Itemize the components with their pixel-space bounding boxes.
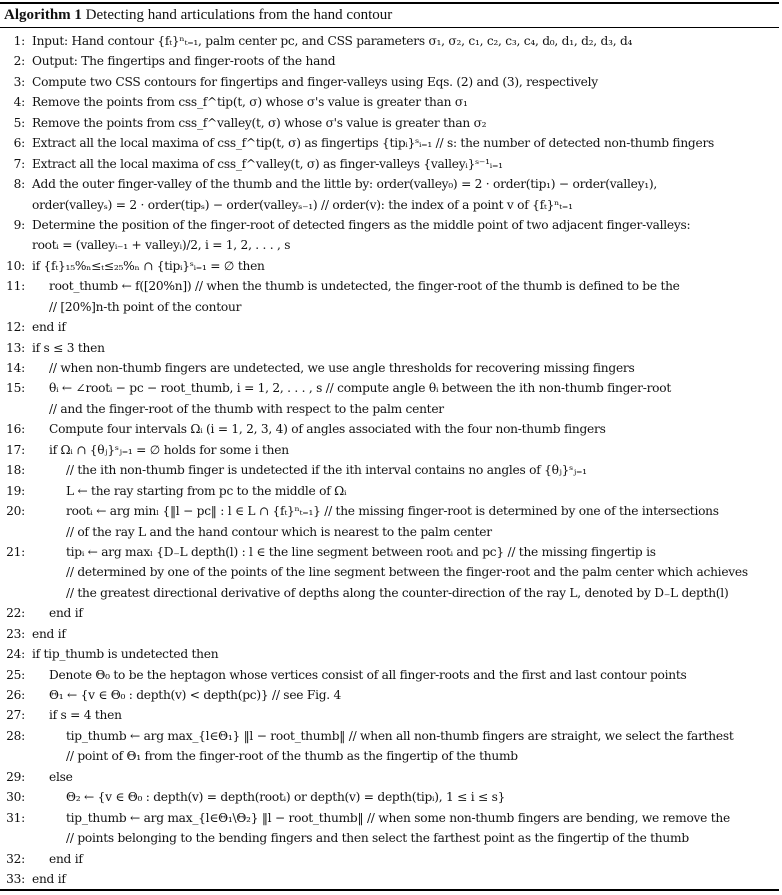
algorithm-line xyxy=(0,708,779,723)
line-number: 14: xyxy=(6,361,25,375)
line-text: // and the finger-root of the thumb with respect to the palm center xyxy=(49,402,444,416)
line-number: 15: xyxy=(6,381,25,395)
line-number: 32: xyxy=(6,852,25,866)
line-text: // determined by one of the points of the line segment between the finger-root and the palm center which achieves xyxy=(66,565,748,579)
algorithm-line xyxy=(0,116,779,131)
algorithm-line xyxy=(0,341,779,356)
line-text: end if xyxy=(49,852,83,866)
line-number: 19: xyxy=(6,484,25,498)
algorithm-title xyxy=(4,7,392,24)
algorithm-line xyxy=(0,177,779,192)
algorithm-line xyxy=(0,279,779,294)
line-number: 25: xyxy=(6,668,25,682)
line-text: // the ith non-thumb finger is undetected if the ith interval contains no angles of {θⱼ}ˢⱼ₌₁ xyxy=(66,463,587,477)
line-text: Compute two CSS contours for fingertips and finger-valleys using Eqs. (2) and (3), respectively xyxy=(32,75,598,89)
algorithm-line xyxy=(0,586,779,601)
algorithm-line xyxy=(0,157,779,172)
algorithm-line xyxy=(0,627,779,642)
algorithm-line xyxy=(0,484,779,499)
line-text: end if xyxy=(32,320,66,334)
algorithm-line xyxy=(0,749,779,764)
algorithm-line xyxy=(0,668,779,683)
algorithm-line xyxy=(0,75,779,90)
line-text: // the greatest directional derivative of depths along the counter-direction of the ray L, denoted by D₋L depth(l) xyxy=(66,586,729,600)
algorithm-line xyxy=(0,54,779,69)
line-text: L ← the ray starting from pc to the middle of Ωᵢ xyxy=(66,484,347,498)
line-number: 9: xyxy=(13,218,25,232)
line-number: 8: xyxy=(13,177,25,191)
line-number: 5: xyxy=(13,116,25,130)
line-number: 30: xyxy=(6,790,25,804)
algorithm-line xyxy=(0,831,779,846)
line-number: 18: xyxy=(6,463,25,477)
algorithm-line xyxy=(0,463,779,478)
line-number: 27: xyxy=(6,708,25,722)
line-text: Extract all the local maxima of css_f^valley(t, σ) as finger-valleys {valleyᵢ}ˢ⁻¹ᵢ₌₁ xyxy=(32,157,503,171)
bottom-rule xyxy=(0,889,779,891)
algorithm-line xyxy=(0,198,779,213)
line-text: root_thumb ← f([20%n]) // when the thumb is undetected, the finger-root of the thumb is defined to be the xyxy=(49,279,680,293)
line-number: 3: xyxy=(13,75,25,89)
algorithm-line xyxy=(0,259,779,274)
line-number: 29: xyxy=(6,770,25,784)
line-text: if {fₜ}₁₅%ₙ≤ₜ≤₂₅%ₙ ∩ {tipᵢ}ˢᵢ₌₁ = ∅ then xyxy=(32,259,265,273)
line-text: order(valleyₛ) = 2 · order(tipₛ) − order(valleyₛ₋₁) // order(v): the index of a point v of {fₜ}ⁿₜ₌₁ xyxy=(32,198,573,212)
algorithm-line xyxy=(0,136,779,151)
line-number: 12: xyxy=(6,320,25,334)
algorithm-line xyxy=(0,320,779,335)
algorithm-line xyxy=(0,811,779,826)
line-text: Extract all the local maxima of css_f^tip(t, σ) as fingertips {tipᵢ}ˢᵢ₌₁ // s: the number of detected non-thumb fingers xyxy=(32,136,715,150)
line-text: // point of Θ₁ from the finger-root of the thumb as the fingertip of the thumb xyxy=(66,749,518,763)
line-text: // when non-thumb fingers are undetected, we use angle thresholds for recovering missing fingers xyxy=(49,361,635,375)
line-text: if s ≤ 3 then xyxy=(32,341,105,355)
line-text: // of the ray L and the hand contour which is nearest to the palm center xyxy=(66,525,492,539)
line-text: Remove the points from css_f^tip(t, σ) whose σ's value is greater than σ₁ xyxy=(32,95,468,109)
algorithm-label: Algorithm 1 xyxy=(4,7,82,23)
line-text: θᵢ ← ∠rootᵢ − pc − root_thumb, i = 1, 2, . . . , s // compute angle θᵢ between the ith non-thumb finger-root xyxy=(49,381,671,395)
line-text: if tip_thumb is undetected then xyxy=(32,647,219,661)
algorithm-line xyxy=(0,422,779,437)
algorithm-line xyxy=(0,729,779,744)
line-text: if Ωᵢ ∩ {θⱼ}ˢⱼ₌₁ = ∅ holds for some i then xyxy=(49,443,289,457)
line-number: 11: xyxy=(6,279,25,293)
line-number: 23: xyxy=(6,627,25,641)
line-number: 26: xyxy=(6,688,25,702)
algorithm-line xyxy=(0,790,779,805)
algorithm-line xyxy=(0,565,779,580)
algorithm-line xyxy=(0,34,779,49)
algorithm-line xyxy=(0,300,779,315)
line-number: 13: xyxy=(6,341,25,355)
algorithm-line xyxy=(0,402,779,417)
algorithm-line xyxy=(0,381,779,396)
line-number: 20: xyxy=(6,504,25,518)
line-number: 28: xyxy=(6,729,25,743)
line-text: // points belonging to the bending fingers and then select the farthest point as the fingertip of the thumb xyxy=(66,831,689,845)
line-number: 24: xyxy=(6,647,25,661)
line-number: 2: xyxy=(13,54,25,68)
algorithm-line xyxy=(0,872,779,887)
line-text: rootᵢ ← arg minₗ {‖l − pc‖ : l ∈ L ∩ {fₜ}ⁿₜ₌₁} // the missing finger-root is determined by one of the intersections xyxy=(66,504,719,518)
top-rule xyxy=(0,2,779,4)
line-text: Θ₁ ← {v ∈ Θ₀ : depth(v) < depth(pc)} // see Fig. 4 xyxy=(49,688,342,702)
algorithm-line xyxy=(0,95,779,110)
line-text: Θ₂ ← {v ∈ Θ₀ : depth(v) = depth(rootᵢ) or depth(v) = depth(tipᵢ), 1 ≤ i ≤ s} xyxy=(66,790,506,804)
line-text: end if xyxy=(49,606,83,620)
line-number: 10: xyxy=(6,259,25,273)
algorithm-line xyxy=(0,361,779,376)
line-number: 22: xyxy=(6,606,25,620)
line-text: Add the outer finger-valley of the thumb and the little by: order(valley₀) = 2 · order(tip₁) − order(valley₁), xyxy=(32,177,658,191)
algorithm-line xyxy=(0,218,779,233)
algorithm-line xyxy=(0,525,779,540)
algorithm-line xyxy=(0,443,779,458)
line-text: Compute four intervals Ωᵢ (i = 1, 2, 3, 4) of angles associated with the four non-thumb fingers xyxy=(49,422,606,436)
line-number: 21: xyxy=(6,545,25,559)
line-text: Remove the points from css_f^valley(t, σ) whose σ's value is greater than σ₂ xyxy=(32,116,487,130)
line-text: if s = 4 then xyxy=(49,708,122,722)
line-number: 7: xyxy=(13,157,25,171)
algorithm-line xyxy=(0,545,779,560)
line-number: 16: xyxy=(6,422,25,436)
title-rule xyxy=(0,27,779,28)
line-text: end if xyxy=(32,627,66,641)
algorithm-line xyxy=(0,770,779,785)
line-text: Denote Θ₀ to be the heptagon whose vertices consist of all finger-roots and the first and last contour points xyxy=(49,668,687,682)
line-number: 17: xyxy=(6,443,25,457)
line-number: 31: xyxy=(6,811,25,825)
line-text: Input: Hand contour {fₜ}ⁿₜ₌₁, palm center pc, and CSS parameters σ₁, σ₂, c₁, c₂, c₃, c₄, d₀, d₁, d₂, d₃, d₄ xyxy=(32,34,633,48)
algorithm-line xyxy=(0,647,779,662)
algorithm-line xyxy=(0,852,779,867)
line-text: end if xyxy=(32,872,66,886)
line-number: 4: xyxy=(13,95,25,109)
algorithm-line xyxy=(0,504,779,519)
line-text: Output: The fingertips and finger-roots of the hand xyxy=(32,54,336,68)
line-number: 6: xyxy=(13,136,25,150)
line-text: else xyxy=(49,770,73,784)
line-text: tip_thumb ← arg max_{l∈Θ₁} ‖l − root_thumb‖ // when all non-thumb fingers are straight, we select the farthest xyxy=(66,729,734,743)
line-number: 1: xyxy=(13,34,25,48)
line-text: Determine the position of the finger-root of detected fingers as the middle point of two adjacent finger-valleys: xyxy=(32,218,691,232)
line-text: // [20%]n-th point of the contour xyxy=(49,300,242,314)
line-text: rootᵢ = (valleyᵢ₋₁ + valleyᵢ)/2, i = 1, 2, . . . , s xyxy=(32,238,291,252)
algorithm-line xyxy=(0,606,779,621)
algorithm-line xyxy=(0,688,779,703)
algorithm-line xyxy=(0,238,779,253)
algorithm-caption: Detecting hand articulations from the hand contour xyxy=(85,7,393,23)
line-text: tipᵢ ← arg maxₗ {D₋L depth(l) : l ∈ the line segment between rootᵢ and pc} // the missing fingertip is xyxy=(66,545,656,559)
line-text: tip_thumb ← arg max_{l∈Θ₁\Θ₂} ‖l − root_thumb‖ // when some non-thumb fingers are bending, we remove the xyxy=(66,811,730,825)
line-number: 33: xyxy=(6,872,25,886)
